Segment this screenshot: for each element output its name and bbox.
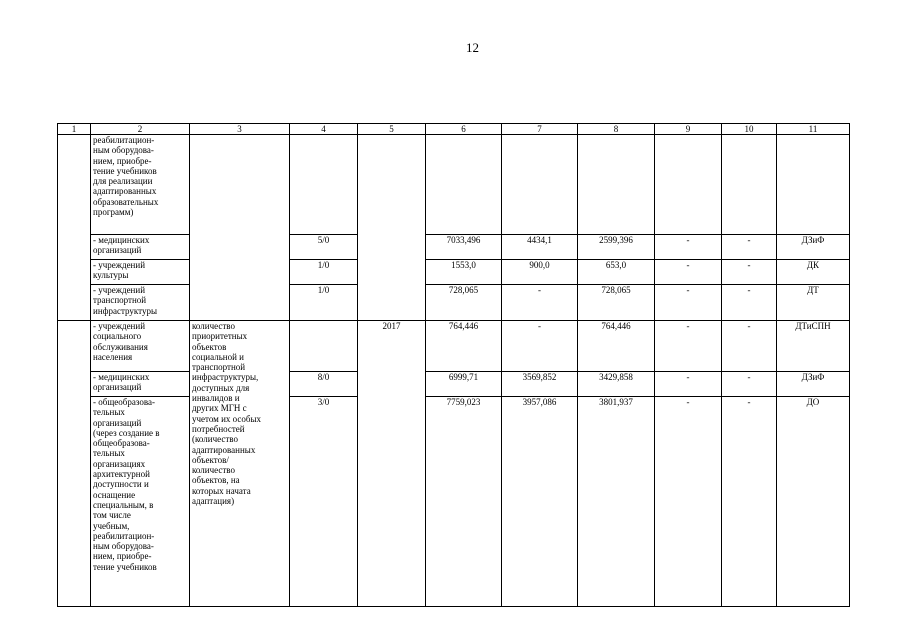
column-header: 10 [722,124,777,135]
table-cell: 1/0 [290,285,358,321]
event-description: реабилитацион- ным оборудова- нием, приобре- тение учебников для реализации адаптированных образовательных программ) [91,135,190,235]
indicator-cell [190,135,290,321]
table-cell: 3/0 [290,397,358,607]
table-row [58,285,850,321]
event-description: - учреждений транспортной инфраструктуры [91,285,190,321]
table-row [58,235,850,260]
table-cell [655,135,722,235]
column-header: 3 [190,124,290,135]
table-cell: 3957,086 [502,397,578,607]
table-cell: - [502,321,578,372]
event-description: - учреждений социального обслуживания населения [91,321,190,372]
table-cell [502,135,578,235]
row-number-cell [58,135,91,321]
column-header: 6 [426,124,502,135]
table-cell [578,135,655,235]
column-header: 8 [578,124,655,135]
table-cell: 1553,0 [426,260,502,285]
table-cell: ДЗиФ [777,372,850,397]
table-cell: ДК [777,260,850,285]
indicator-cell: количество приоритетных объектов социальной и транспортной инфраструктуры, доступных для инвалидов и других МГН с учетом их особых потребностей (количество адаптированных объектов/ количество объектов, на которых начата адаптация) [190,321,290,607]
event-description: - медицинских организаций [91,372,190,397]
table-cell [722,135,777,235]
row-number-cell [58,321,91,607]
table-cell: 3429,858 [578,372,655,397]
event-description: - медицинских организаций [91,235,190,260]
table-cell: - [722,285,777,321]
event-description: - учреждений культуры [91,260,190,285]
column-header: 1 [58,124,91,135]
program-table [57,123,850,607]
table-cell: - [655,372,722,397]
table-cell: - [722,321,777,372]
page-number: 12 [466,40,479,55]
year-cell [358,135,426,321]
year-cell: 2017 [358,321,426,607]
column-header: 7 [502,124,578,135]
table-cell: 8/0 [290,372,358,397]
table-cell: - [655,397,722,607]
table-cell: - [655,285,722,321]
table-cell: 5/0 [290,235,358,260]
table-cell: 728,065 [426,285,502,321]
table-cell: 764,446 [578,321,655,372]
column-header: 2 [91,124,190,135]
table-row [58,135,850,235]
table-cell: - [722,260,777,285]
table-cell: 728,065 [578,285,655,321]
table-cell: - [722,235,777,260]
table-cell: 653,0 [578,260,655,285]
table-cell: ДТ [777,285,850,321]
table-cell: 764,446 [426,321,502,372]
table-cell: 6999,71 [426,372,502,397]
column-header: 5 [358,124,426,135]
table-cell: - [722,372,777,397]
table-cell [290,321,358,372]
column-number-row [58,124,850,135]
table-cell: - [655,321,722,372]
table-row [58,321,850,372]
table-cell: 3801,937 [578,397,655,607]
table-cell [777,135,850,235]
table-cell: ДТиСПН [777,321,850,372]
table-cell: 4434,1 [502,235,578,260]
column-header: 11 [777,124,850,135]
table-row [58,372,850,397]
table-cell [290,135,358,235]
table-cell: - [655,260,722,285]
event-description: - общеобразова- тельных организаций (через создание в общеобразова- тельных организациях архитектурной доступности и оснащение специальным, в том числе учебным, реабилитацион- ным оборудова- нием, приобре- тение учебников [91,397,190,607]
table-cell: 3569,852 [502,372,578,397]
table-cell: - [655,235,722,260]
table-cell: 2599,396 [578,235,655,260]
table-cell: - [722,397,777,607]
table-cell: ДО [777,397,850,607]
column-header: 4 [290,124,358,135]
table-row [58,260,850,285]
table-cell: 7759,023 [426,397,502,607]
table-cell: 1/0 [290,260,358,285]
column-header: 9 [655,124,722,135]
table-cell: ДЗиФ [777,235,850,260]
table-cell: - [502,285,578,321]
table-cell: 7033,496 [426,235,502,260]
table-row [58,397,850,607]
table-cell: 900,0 [502,260,578,285]
table-cell [426,135,502,235]
